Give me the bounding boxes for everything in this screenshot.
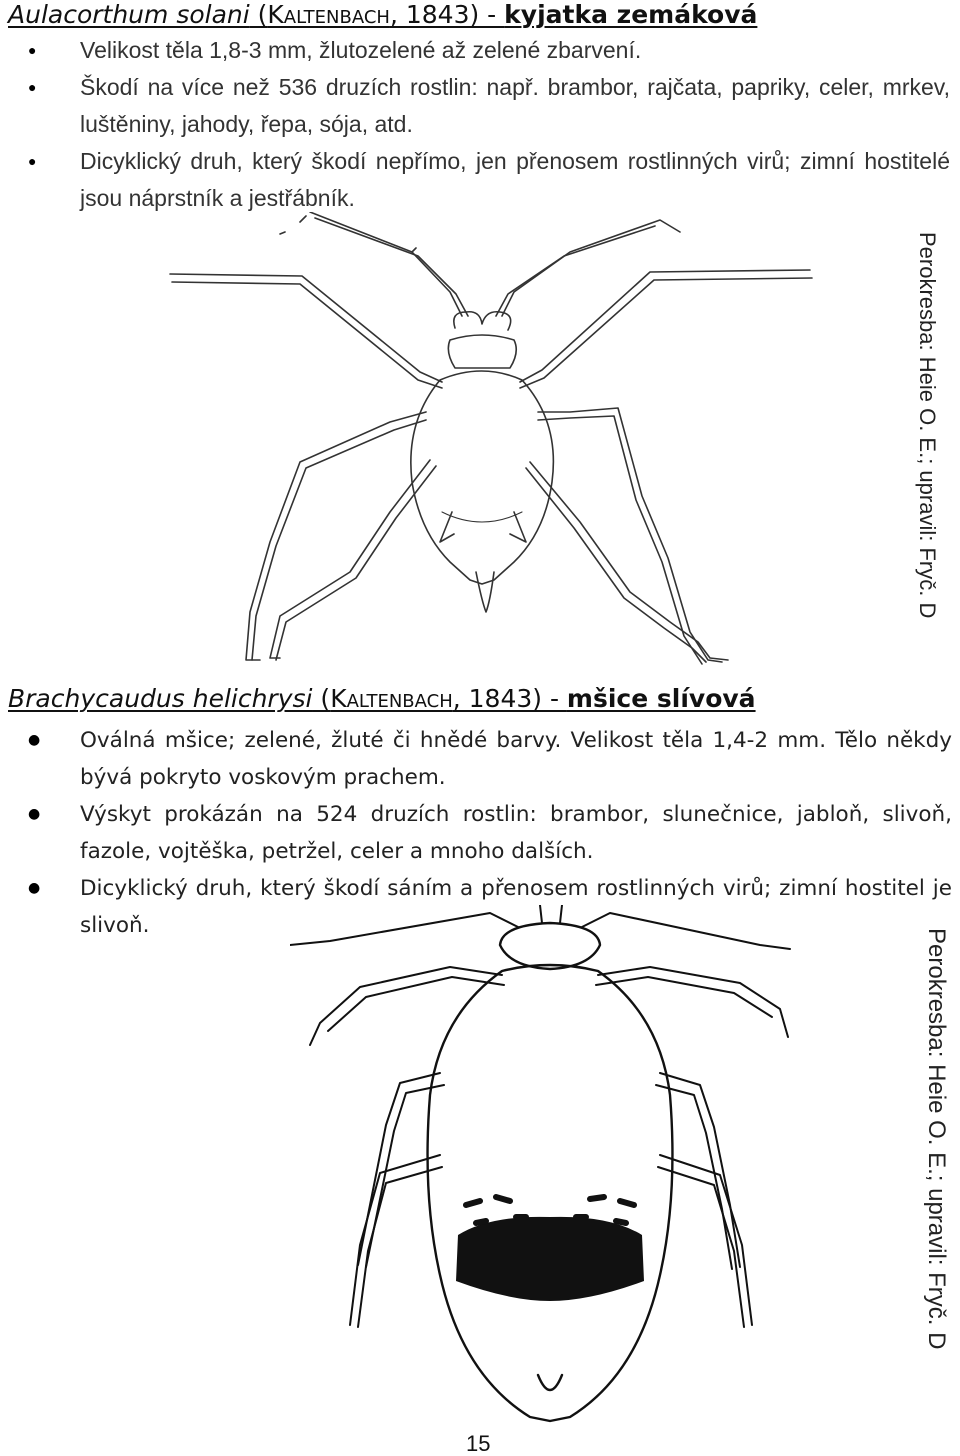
common-name: kyjatka zemáková (504, 0, 758, 29)
species1-facts-list (0, 32, 954, 217)
author-name: Kaltenbach (330, 684, 453, 713)
species-heading-brachycaudus (8, 684, 756, 714)
illustration-credit: Perokresba: Heie O. E.; upravil: Fryč. D (915, 232, 940, 619)
list-item-text: Dicyklický druh, který škodí nepřímo, jen přenosem rostlinných virů; zimní hostitelé jsou náprstník a jestřábník. (80, 148, 950, 211)
bullet-icon: ● (28, 880, 41, 896)
page-number: 15 (466, 1431, 491, 1456)
list-item-text: Oválná mšice; zelené, žluté či hnědé barvy. Velikost těla 1,4-2 mm. Tělo někdy bývá pokryto voskovým prachem. (80, 728, 952, 790)
author-year: , 1843) - (452, 684, 567, 713)
bullet-icon: ● (28, 42, 37, 58)
aphid-illustration-brachycaudus (290, 905, 810, 1425)
bullet-icon: ● (28, 79, 37, 95)
bullet-icon: ● (28, 732, 41, 748)
list-item-text: Velikost těla 1,8-3 mm, žlutozelené až zelené zbarvení. (80, 37, 642, 63)
author-name: Kaltenbach (267, 0, 390, 29)
list-item (0, 143, 954, 217)
list-item (0, 32, 954, 69)
author-open: ( (249, 0, 268, 29)
species-heading-aulacorthum (8, 0, 757, 30)
illustration-credit: Perokresba: Heie O. E.; upravil: Fryč. D (923, 928, 950, 1350)
common-name: mšice slívová (566, 684, 756, 713)
bullet-icon: ● (28, 806, 41, 822)
bullet-icon: ● (28, 153, 37, 169)
list-item (0, 722, 956, 796)
list-item (0, 796, 956, 870)
list-item-text: Dicyklický druh, který škodí sáním a přenosem rostlinných virů; zimní hostitel je slivoň. (80, 876, 952, 938)
list-item-text: Škodí na více než 536 druzích rostlin: např. brambor, rajčata, papriky, celer, mrkev, luštěniny, jahody, řepa, sója, atd. (80, 74, 950, 137)
aphid-illustration-aulacorthum (150, 212, 830, 672)
author-year: , 1843) - (389, 0, 505, 29)
latin-name: Brachycaudus helichrysi (8, 684, 313, 713)
author-open: ( (312, 684, 331, 713)
list-item-text: Výskyt prokázán na 524 druzích rostlin: brambor, slunečnice, jabloň, slivoň, fazole, vojtěška, petržel, celer a mnoho dalších. (80, 802, 952, 864)
latin-name: Aulacorthum solani (8, 0, 250, 29)
list-item (0, 69, 954, 143)
